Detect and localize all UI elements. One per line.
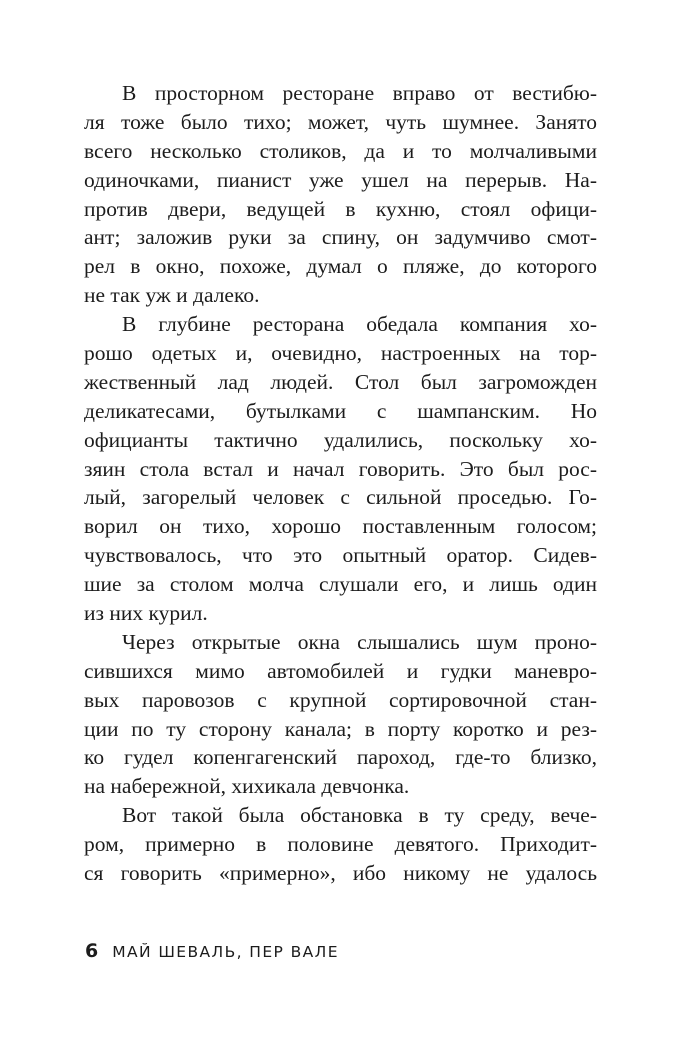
paragraph-2-line-9: чувствовалось, что это опытный оратор. Сидев- <box>84 543 597 568</box>
paragraph-4-line-1: Вот такой была обстановка в ту среду, вече- <box>122 803 597 828</box>
paragraph-1-line-8: не так уж и далеко. <box>84 283 260 308</box>
paragraph-1-line-3: всего несколько столиков, да и то молчаливыми <box>84 138 597 163</box>
paragraph-3-line-1: Через открытые окна слышались шум проно- <box>122 629 597 654</box>
paragraph-2-line-3: жественный лад людей. Стол был загроможден <box>84 369 597 394</box>
running-head: МАЙ ШЕВАЛЬ, ПЕР ВАЛЕ <box>112 943 339 961</box>
paragraph-3-line-5: ко гудел копенгагенский пароход, где-то близко, <box>84 745 597 770</box>
paragraph-3-line-2: сившихся мимо автомобилей и гудки маневро- <box>84 658 597 683</box>
paragraph-3-line-3: вых паровозов с крупной сортировочной стан- <box>84 687 597 712</box>
paragraph-4-line-3: ся говорить «примерно», ибо никому не удалось <box>84 861 597 886</box>
paragraph-1-line-6: ант; заложив руки за спину, он задумчиво смот- <box>84 225 597 250</box>
paragraph-2-line-4: деликатесами, бутылками с шампанским. Но <box>84 398 597 423</box>
paragraph-2-line-2: рошо одетых и, очевидно, настроенных на тор- <box>84 341 597 366</box>
paragraph-2-line-11: из них курил. <box>84 601 208 626</box>
paragraph-1-line-1: В просторном ресторане вправо от вестибю- <box>122 81 597 105</box>
paragraph-4-line-2: ром, примерно в половине девятого. Приходит- <box>84 832 597 857</box>
paragraph-2-line-1: В глубине ресторана обедала компания хо- <box>122 312 597 337</box>
page-number: 6 <box>85 940 99 962</box>
paragraph-1-line-4: одиночками, пианист уже ушел на перерыв. На- <box>84 167 597 192</box>
paragraph-2-line-8: ворил он тихо, хорошо поставленным голосом; <box>84 514 597 539</box>
paragraph-2-line-5: официанты тактично удалились, поскольку хо- <box>84 427 597 452</box>
paragraph-1-line-5: против двери, ведущей в кухню, стоял офици- <box>84 196 597 221</box>
paragraph-2-line-10: шие за столом молча слушали его, и лишь один <box>84 572 597 597</box>
paragraph-2-line-7: лый, загорелый человек с сильной проседью. Го- <box>84 485 597 510</box>
body-text <box>84 79 597 888</box>
paragraph-1-line-2: ля тоже было тихо; может, чуть шумнее. Занято <box>84 109 597 134</box>
paragraph-3-line-4: ции по ту сторону канала; в порту коротко и рез- <box>84 716 597 741</box>
paragraph-3-line-6: на набережной, хихикала девчонка. <box>84 774 410 799</box>
page-footer <box>85 940 505 966</box>
paragraph-2-line-6: зяин стола встал и начал говорить. Это был рос- <box>84 456 597 481</box>
paragraph-1-line-7: рел в окно, похоже, думал о пляже, до которого <box>84 254 597 279</box>
